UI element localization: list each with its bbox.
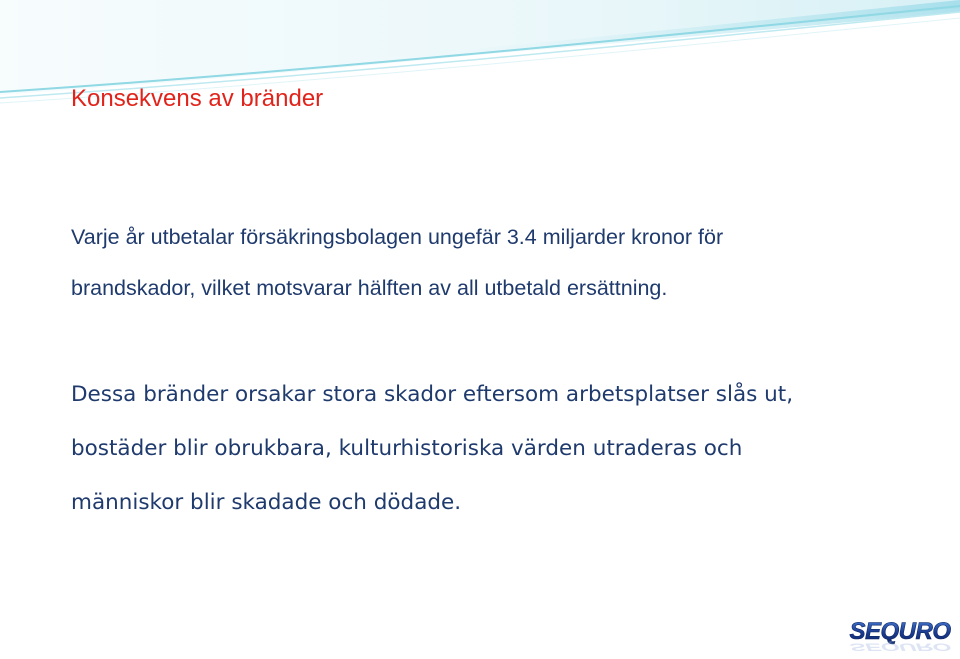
sequro-logo — [846, 614, 954, 656]
text-line: brandskador, vilket motsvarar hälften av all utbetald ersättning. — [71, 276, 668, 300]
text-line: människor blir skadade och dödade. — [71, 490, 462, 515]
paragraph-insurance-payouts — [71, 212, 723, 314]
text-line: Varje år utbetalar försäkringsbolagen ungefär 3.4 miljarder kronor för — [71, 225, 724, 249]
logo-wordmark-reflection: SEQURO — [849, 641, 951, 654]
paragraph-fire-consequences — [71, 368, 793, 530]
text-line: bostäder blir obrukbara, kulturhistoriska värden utraderas och — [71, 436, 743, 461]
slide-title: Konsekvens av bränder — [71, 85, 324, 112]
logo-wordmark: SEQURO — [849, 618, 951, 645]
text-line: Dessa bränder orsakar stora skador eftersom arbetsplatser slås ut, — [71, 382, 794, 407]
